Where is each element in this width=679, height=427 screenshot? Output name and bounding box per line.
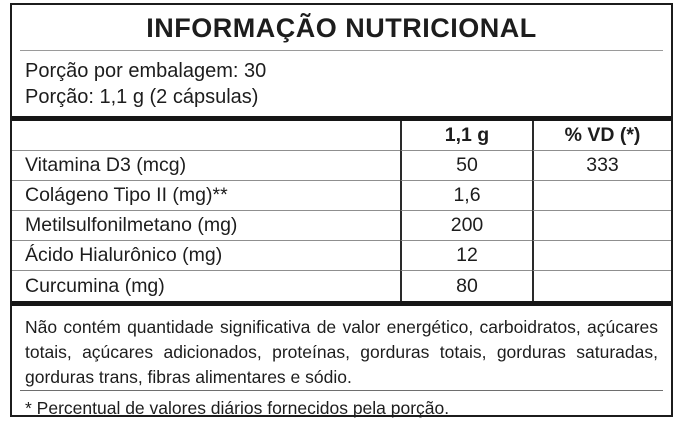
nutrition-table: [12, 121, 671, 301]
portion-size: Porção: 1,1 g (2 cápsulas): [25, 86, 259, 108]
row-label: Metilsulfonilmetano (mg): [12, 211, 400, 241]
row-vd: [532, 181, 671, 211]
daily-values-footnote: * Percentual de valores diários fornecidos pela porção.: [25, 398, 450, 418]
row-label: Colágeno Tipo II (mg)**: [12, 181, 400, 211]
row-label: Ácido Hialurônico (mg): [12, 241, 400, 271]
nutrition-facts-label: [10, 3, 673, 417]
row-amount: 80: [400, 271, 532, 301]
row-vd: 333: [532, 151, 671, 181]
serving-info: [12, 51, 671, 116]
row-amount: 50: [400, 151, 532, 181]
row-amount: 1,6: [400, 181, 532, 211]
row-label: Curcumina (mg): [25, 274, 165, 297]
insignificant-amounts-note: Não contém quantidade significativa de valor energético, carboidratos, açúcares totais, açúcares adicionados, proteínas, gorduras totais, gorduras saturadas, gorduras trans, fibras alimentares e sódio.: [25, 317, 658, 387]
row-vd: [532, 271, 671, 301]
row-amount: 200: [400, 211, 532, 241]
row-vd: [532, 241, 671, 271]
row-label: Vitamina D3 (mcg): [12, 151, 400, 181]
servings-per-package: Porção por embalagem: 30: [25, 60, 267, 82]
column-header-nutrient: [12, 121, 400, 151]
column-header-amount: 1,1 g: [400, 121, 532, 151]
label-title: INFORMAÇÃO NUTRICIONAL: [146, 13, 537, 43]
row-amount: 12: [400, 241, 532, 271]
row-vd: [532, 211, 671, 241]
column-header-vd: % VD (*): [532, 121, 671, 151]
